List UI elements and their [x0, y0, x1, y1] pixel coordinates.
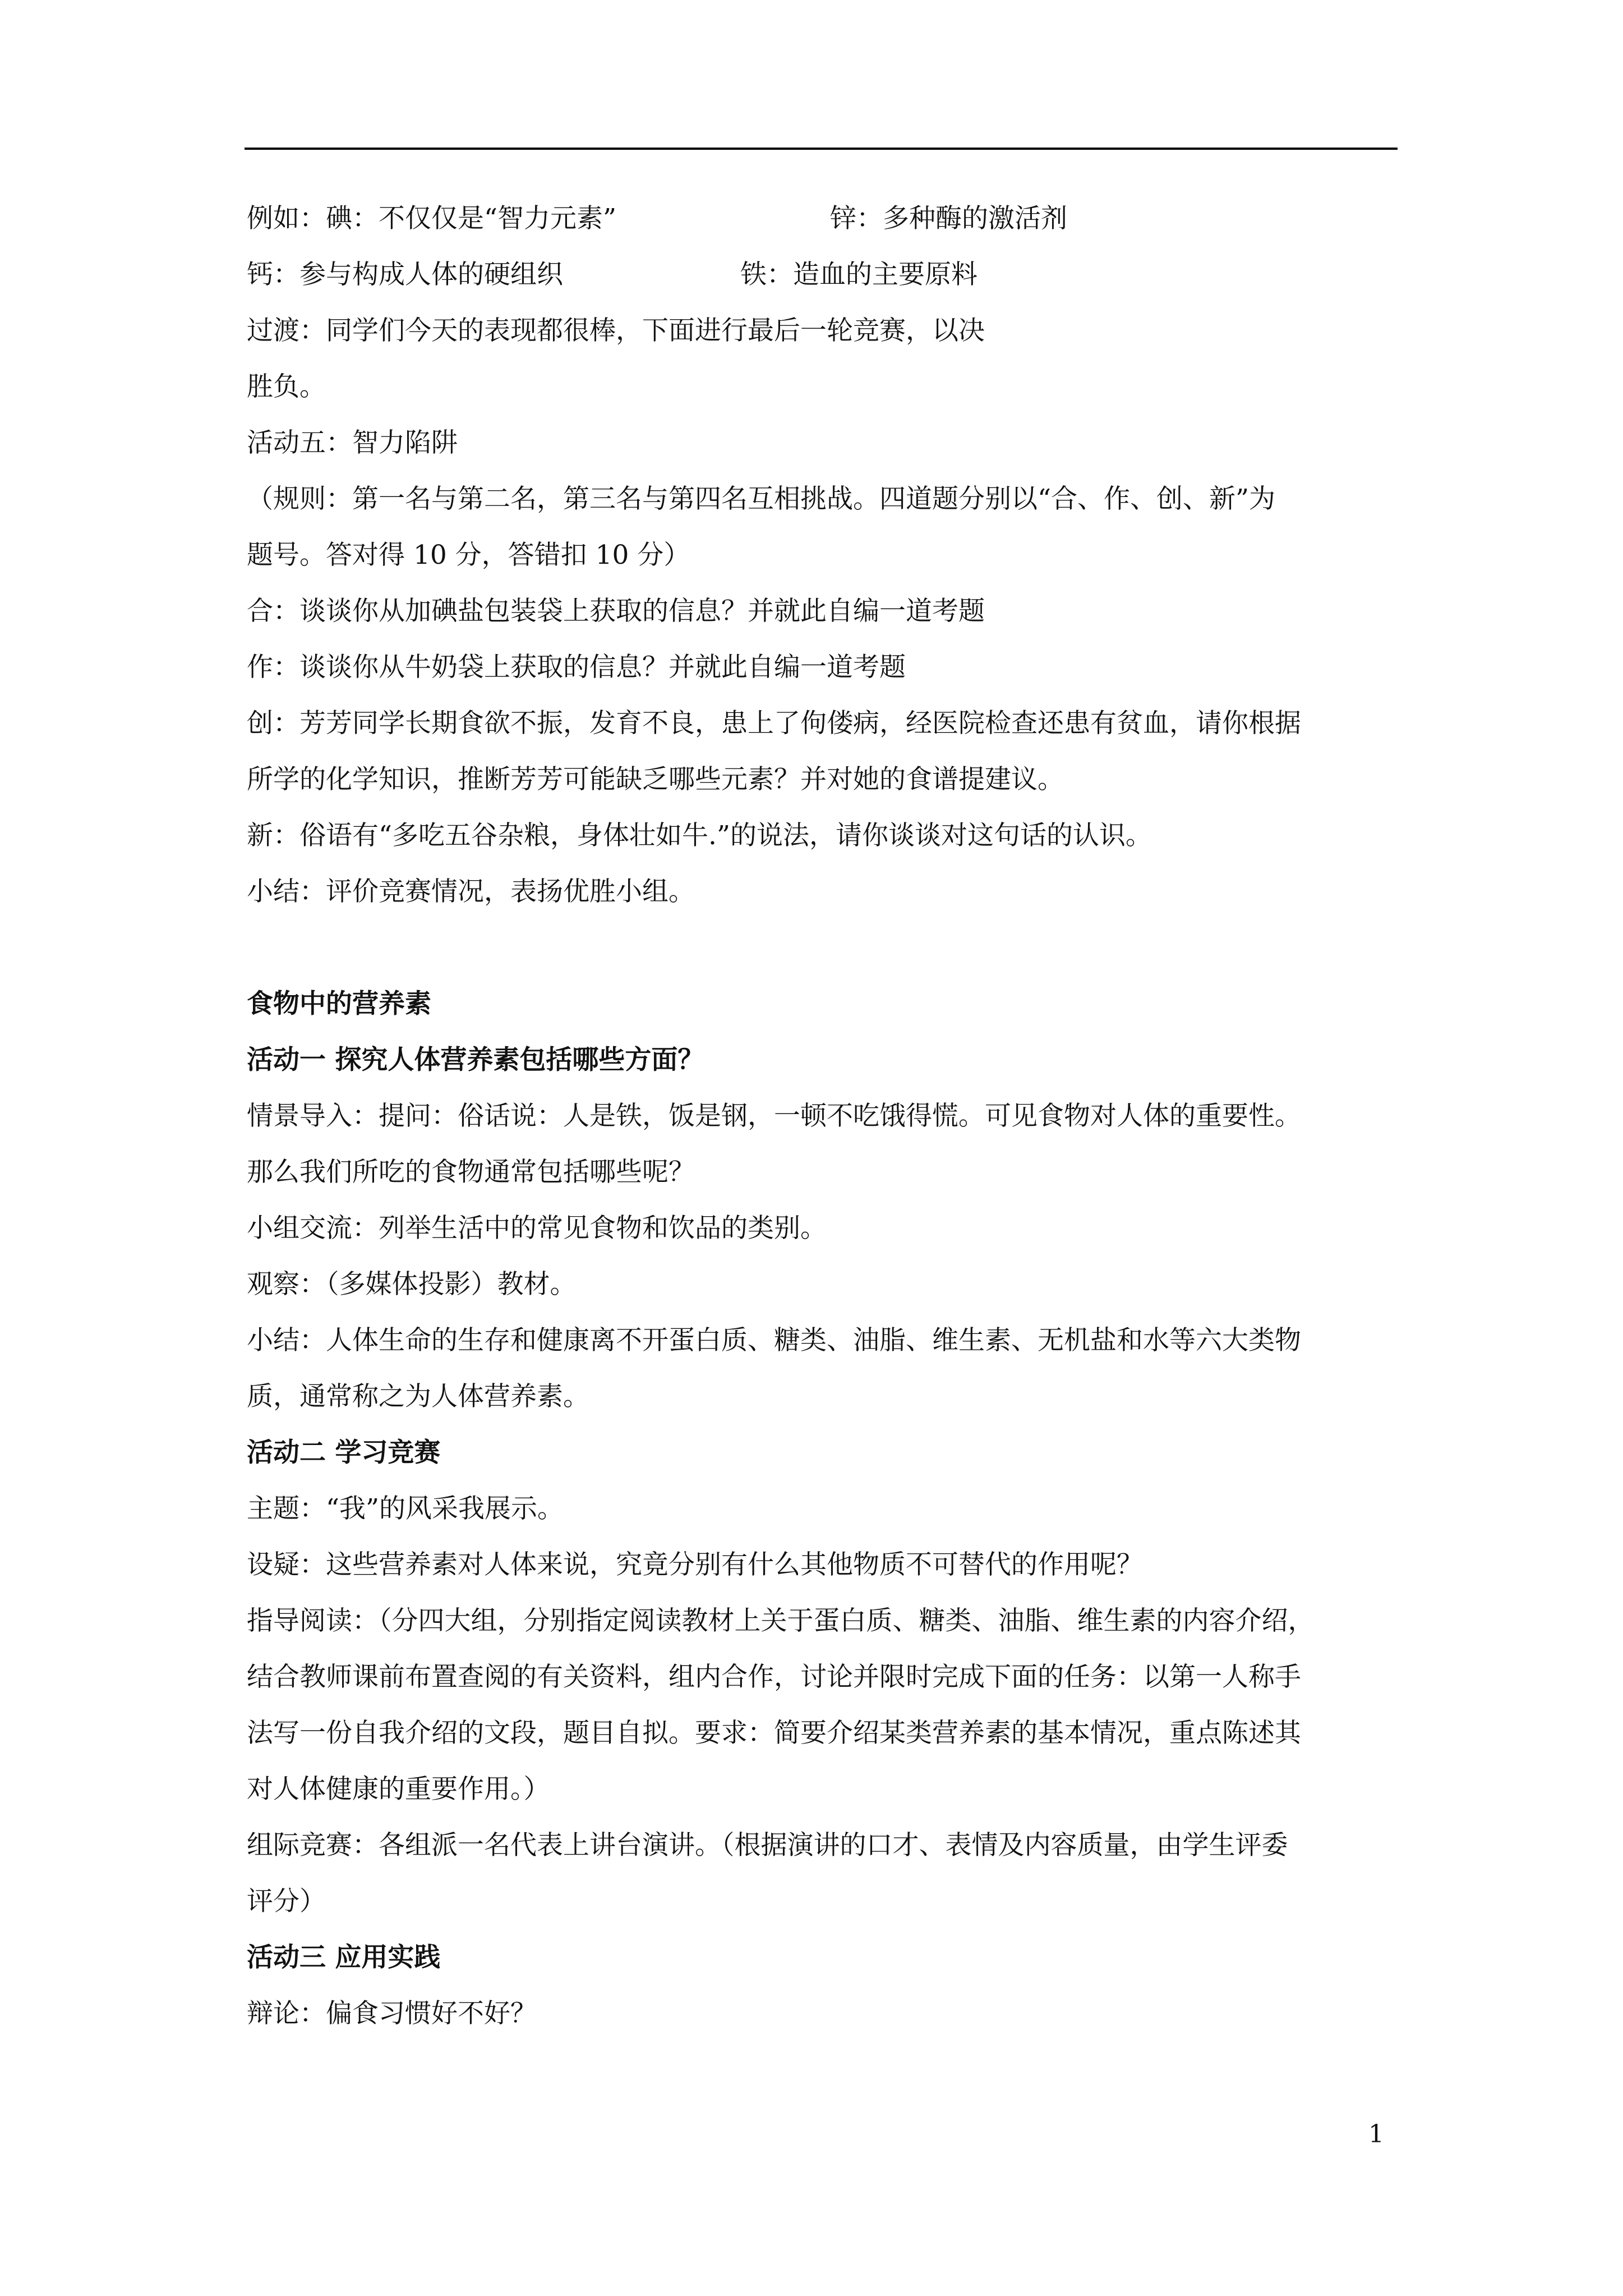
paragraph-line: （规则：第一名与第二名，第三名与第四名互相挑战。四道题分别以“合、作、创、新”为 [247, 484, 1276, 514]
paragraph-line: 设疑：这些营养素对人体来说，究竟分别有什么其他物质不可替代的作用呢？ [247, 1549, 1143, 1580]
paragraph-line: 质，通常称之为人体营养素。 [247, 1381, 589, 1412]
paragraph-line: 那么我们所吃的食物通常包括哪些呢？ [247, 1157, 695, 1188]
paragraph-line: 所学的化学知识，推断芳芳可能缺乏哪些元素？并对她的食谱提建议。 [247, 764, 1064, 795]
header-rule [245, 148, 1398, 150]
section-title: 食物中的营养素 [247, 988, 431, 1019]
paragraph-line: 情景导入：提问：俗话说：人是铁，饭是钢，一顿不吃饿得慌。可见食物对人体的重要性。 [247, 1101, 1301, 1131]
paragraph-line: 小组交流：列举生活中的常见食物和饮品的类别。 [247, 1213, 827, 1244]
document-body [247, 191, 1391, 2042]
paragraph-line: 辩论：偏食习惯好不好？ [247, 1998, 537, 2029]
paragraph-line: 对人体健康的重要作用。） [247, 1774, 550, 1805]
paragraph-line: 指导阅读：（分四大组，分别指定阅读教材上关于蛋白质、糖类、油脂、维生素的内容介绍， [247, 1605, 1315, 1636]
paragraph-line: 主题：“我”的风采我展示。 [247, 1493, 564, 1524]
paragraph-line: 新：俗语有“多吃五谷杂粮，身体壮如牛.”的说法，请你谈谈对这句话的认识。 [247, 820, 1152, 851]
iodine-note: 例如：碘：不仅仅是“智力元素” [247, 203, 617, 234]
paragraph-line: 活动五：智力陷阱 [247, 427, 458, 458]
paragraph-line: 评分） [247, 1886, 326, 1917]
activity-heading: 活动二 学习竞赛 [247, 1437, 441, 1468]
activity-heading: 活动一 探究人体营养素包括哪些方面？ [247, 1045, 704, 1075]
calcium-note: 钙：参与构成人体的硬组织 [247, 259, 563, 290]
paragraph-line: 法写一份自我介绍的文段，题目自拟。要求：简要介绍某类营养素的基本情况，重点陈述其 [247, 1718, 1301, 1749]
paragraph-line: 组际竞赛：各组派一名代表上讲台演讲。（根据演讲的口才、表情及内容质量，由学生评委 [247, 1830, 1288, 1861]
paragraph-line: 创：芳芳同学长期食欲不振，发育不良，患上了佝偻病，经医院检查还患有贫血，请你根据 [247, 708, 1301, 739]
paragraph-line: 过渡：同学们今天的表现都很棒，下面进行最后一轮竞赛，以决 [247, 315, 985, 346]
iron-note: 铁：造血的主要原料 [740, 259, 978, 290]
paragraph-line: 小结：评价竞赛情况，表扬优胜小组。 [247, 876, 695, 907]
element-row-1 [247, 191, 1391, 247]
paragraph-line: 作：谈谈你从牛奶袋上获取的信息？并就此自编一道考题 [247, 652, 906, 683]
paragraph-line: 胜负。 [247, 371, 326, 402]
section-gap [247, 920, 1391, 976]
paragraph-line: 合：谈谈你从加碘盐包装袋上获取的信息？并就此自编一道考题 [247, 596, 985, 627]
paragraph-line: 观察：（多媒体投影）教材。 [247, 1269, 577, 1300]
paragraph-line: 题号。答对得 10 分，答错扣 10 分） [247, 540, 690, 570]
element-row-2 [247, 247, 1391, 303]
paragraph-line: 小结：人体生命的生存和健康离不开蛋白质、糖类、油脂、维生素、无机盐和水等六大类物 [247, 1325, 1301, 1356]
activity-heading: 活动三 应用实践 [247, 1942, 441, 1973]
page-number: 1 [1368, 2120, 1384, 2148]
paragraph-line: 结合教师课前布置查阅的有关资料，组内合作，讨论并限时完成下面的任务：以第一人称手 [247, 1662, 1301, 1692]
zinc-note: 锌：多种酶的激活剂 [830, 203, 1067, 234]
